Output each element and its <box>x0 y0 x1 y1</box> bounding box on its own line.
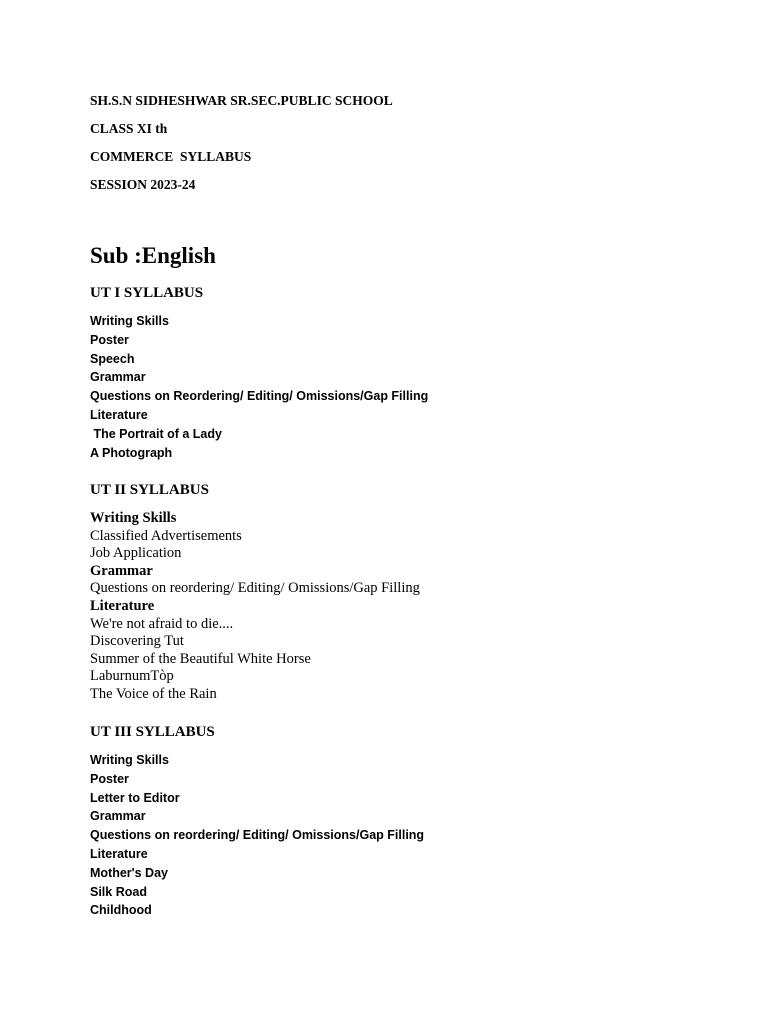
list-item: Speech <box>90 351 135 366</box>
list-item: Poster <box>90 771 129 786</box>
list-item: Mother's Day <box>90 865 168 880</box>
list-item: Literature <box>90 846 148 861</box>
list-item: Silk Road <box>90 884 147 899</box>
list-item: Questions on reordering/ Editing/ Omissions/Gap Filling <box>90 580 420 597</box>
list-item: The Voice of the Rain <box>90 685 217 702</box>
list-item: Literature <box>90 407 148 422</box>
ut1-list <box>90 312 428 462</box>
ut2-title: UT II SYLLABUS <box>90 482 209 498</box>
list-item: Letter to Editor <box>90 790 180 805</box>
list-item: LaburnumTòp <box>90 668 174 685</box>
class-line: CLASS XI th <box>90 121 168 136</box>
list-item: Summer of the Beautiful White Horse <box>90 650 311 667</box>
list-item: Grammar <box>90 562 153 579</box>
session-line: SESSION 2023-24 <box>90 177 196 192</box>
list-item: Job Application <box>90 545 182 562</box>
list-item: Discovering Tut <box>90 633 184 650</box>
list-item: Grammar <box>90 370 146 385</box>
list-item: A Photograph <box>90 445 173 460</box>
list-item: We're not afraid to die.... <box>90 615 234 632</box>
list-item: Literature <box>90 597 155 614</box>
ut1-title: UT I SYLLABUS <box>90 285 204 301</box>
list-item: Poster <box>90 332 129 347</box>
subject-heading: Sub :English <box>90 243 216 268</box>
list-item: Questions on reordering/ Editing/ Omissions/Gap Filling <box>90 828 425 843</box>
list-item: Childhood <box>90 903 152 918</box>
stream-line: COMMERCE SYLLABUS <box>90 149 252 164</box>
list-item: Classified Advertisements <box>90 527 242 544</box>
list-item: Grammar <box>90 809 146 824</box>
school-name: SH.S.N SIDHESHWAR SR.SEC.PUBLIC SCHOOL <box>90 93 393 108</box>
ut2-list <box>90 510 420 704</box>
ut3-list <box>90 751 424 920</box>
list-item: Writing Skills <box>90 314 169 328</box>
list-item: Questions on Reordering/ Editing/ Omissions/Gap Filling <box>90 389 429 404</box>
ut3-title: UT III SYLLABUS <box>90 724 215 740</box>
list-item: The Portrait of a Lady <box>90 426 222 441</box>
list-item: Writing Skills <box>90 510 177 526</box>
list-item: Writing Skills <box>90 753 169 767</box>
